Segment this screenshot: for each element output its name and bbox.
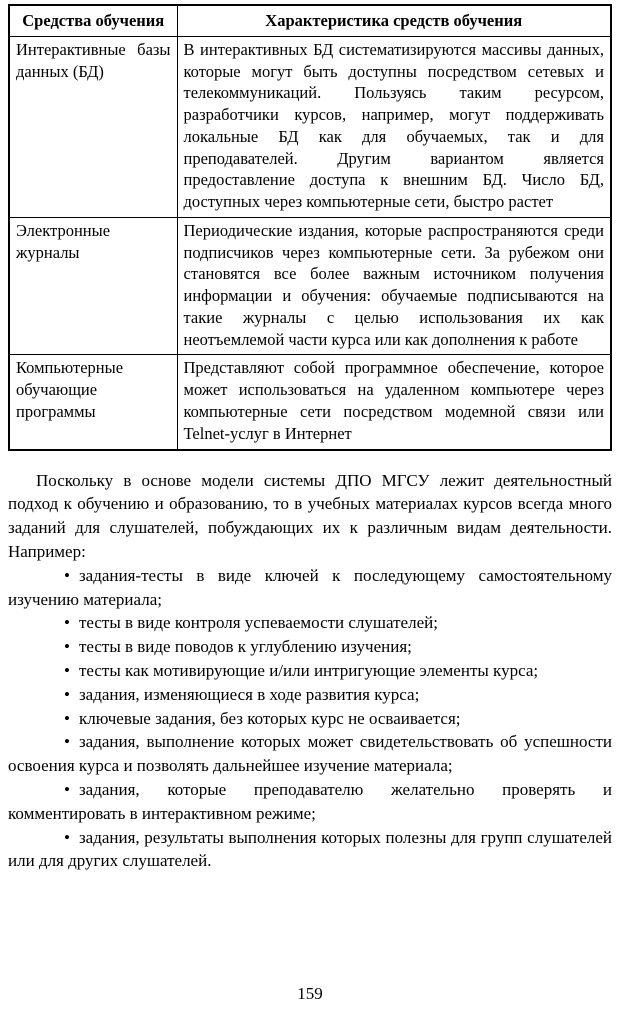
bullet-icon: • [64, 637, 70, 657]
list-item-text: ключевые задания, без которых курс не осваивается; [78, 708, 461, 728]
list-item [8, 564, 612, 612]
list-item-text: тесты как мотивирующие и/или интригующие элементы курса; [78, 660, 539, 680]
table-row-electronic-journals [9, 217, 611, 355]
page-number: 159 [297, 984, 323, 1003]
bullet-icon: • [64, 779, 70, 799]
table-header-row [9, 5, 611, 36]
list-item [8, 683, 612, 707]
list-item [8, 778, 612, 826]
bullet-icon: • [64, 827, 70, 847]
intro-paragraph: Поскольку в основе модели системы ДПО МГСУ лежит деятельностный подход к обучению и образованию, то в учебных материалах курсов всегда много заданий для слушателей, побуждающих их к различным видам деятельности. Например: [8, 470, 612, 561]
list-item [8, 826, 612, 874]
list-item-text: задания-тесты в виде ключей к последующему самостоятельному изучению материала; [8, 565, 612, 609]
list-item-text: задания, которые преподавателю желательно проверять и комментировать в интерактивном режиме; [8, 779, 612, 823]
bullet-icon: • [64, 613, 70, 633]
bullet-icon: • [64, 660, 70, 680]
list-item [8, 611, 612, 635]
list-item-text: задания, изменяющиеся в ходе развития курса; [78, 684, 420, 704]
list-item-text: задания, выполнение которых может свидетельствовать об успешности освоения курса и позволять дальнейшее изучение материала; [8, 732, 612, 776]
list-item [8, 730, 612, 778]
term-cell: Электронные журналы [9, 217, 177, 355]
list-item-text: задания, результаты выполнения которых полезны для групп слушателей или для других слушателей. [8, 827, 612, 871]
list-item [8, 635, 612, 659]
term-cell: Компьютерные обучающие программы [9, 355, 177, 450]
table-header-means: Средства обучения [9, 5, 177, 36]
list-item [8, 659, 612, 683]
description-cell: Представляют собой программное обеспечение, которое может использоваться на удаленном компьютере через компьютерные сети посредством модемной связи или Telnet-услуг в Интернет [177, 355, 611, 450]
teaching-tools-table [8, 4, 612, 451]
table-row-interactive-databases [9, 36, 611, 217]
bullet-icon: • [64, 708, 70, 728]
description-cell: В интерактивных БД систематизируются массивы данных, которые могут быть доступны посредством сетевых и телекоммуникаций. Пользуясь таким ресурсом, разработчики курсов, например, могут поддерживать локальные БД как для обучаемых, так и для преподавателей. Другим вариантом является предоставление доступа к внешним БД. Число БД, доступных через компьютерные сети, быстро растет [177, 36, 611, 217]
description-cell: Периодические издания, которые распространяются среди подписчиков через компьютерные сети. За рубежом они становятся все более важным источником получения информации и обучения: обучаемые подписываются на такие журналы с целью использования их как неотъемлемой части курса или как дополнения к работе [177, 217, 611, 355]
list-item-text: тесты в виде поводов к углублению изучения; [78, 637, 412, 657]
bullet-icon: • [64, 732, 70, 752]
bullet-icon: • [64, 684, 70, 704]
table-row-training-programs [9, 355, 611, 450]
term-cell: Интерактивные базы данных (БД) [9, 36, 177, 217]
list-item [8, 707, 612, 731]
list-item-text: тесты в виде контроля успеваемости слушателей; [78, 613, 438, 633]
table-header-characteristics: Характеристика средств обучения [177, 5, 611, 36]
bullet-icon: • [64, 565, 70, 585]
